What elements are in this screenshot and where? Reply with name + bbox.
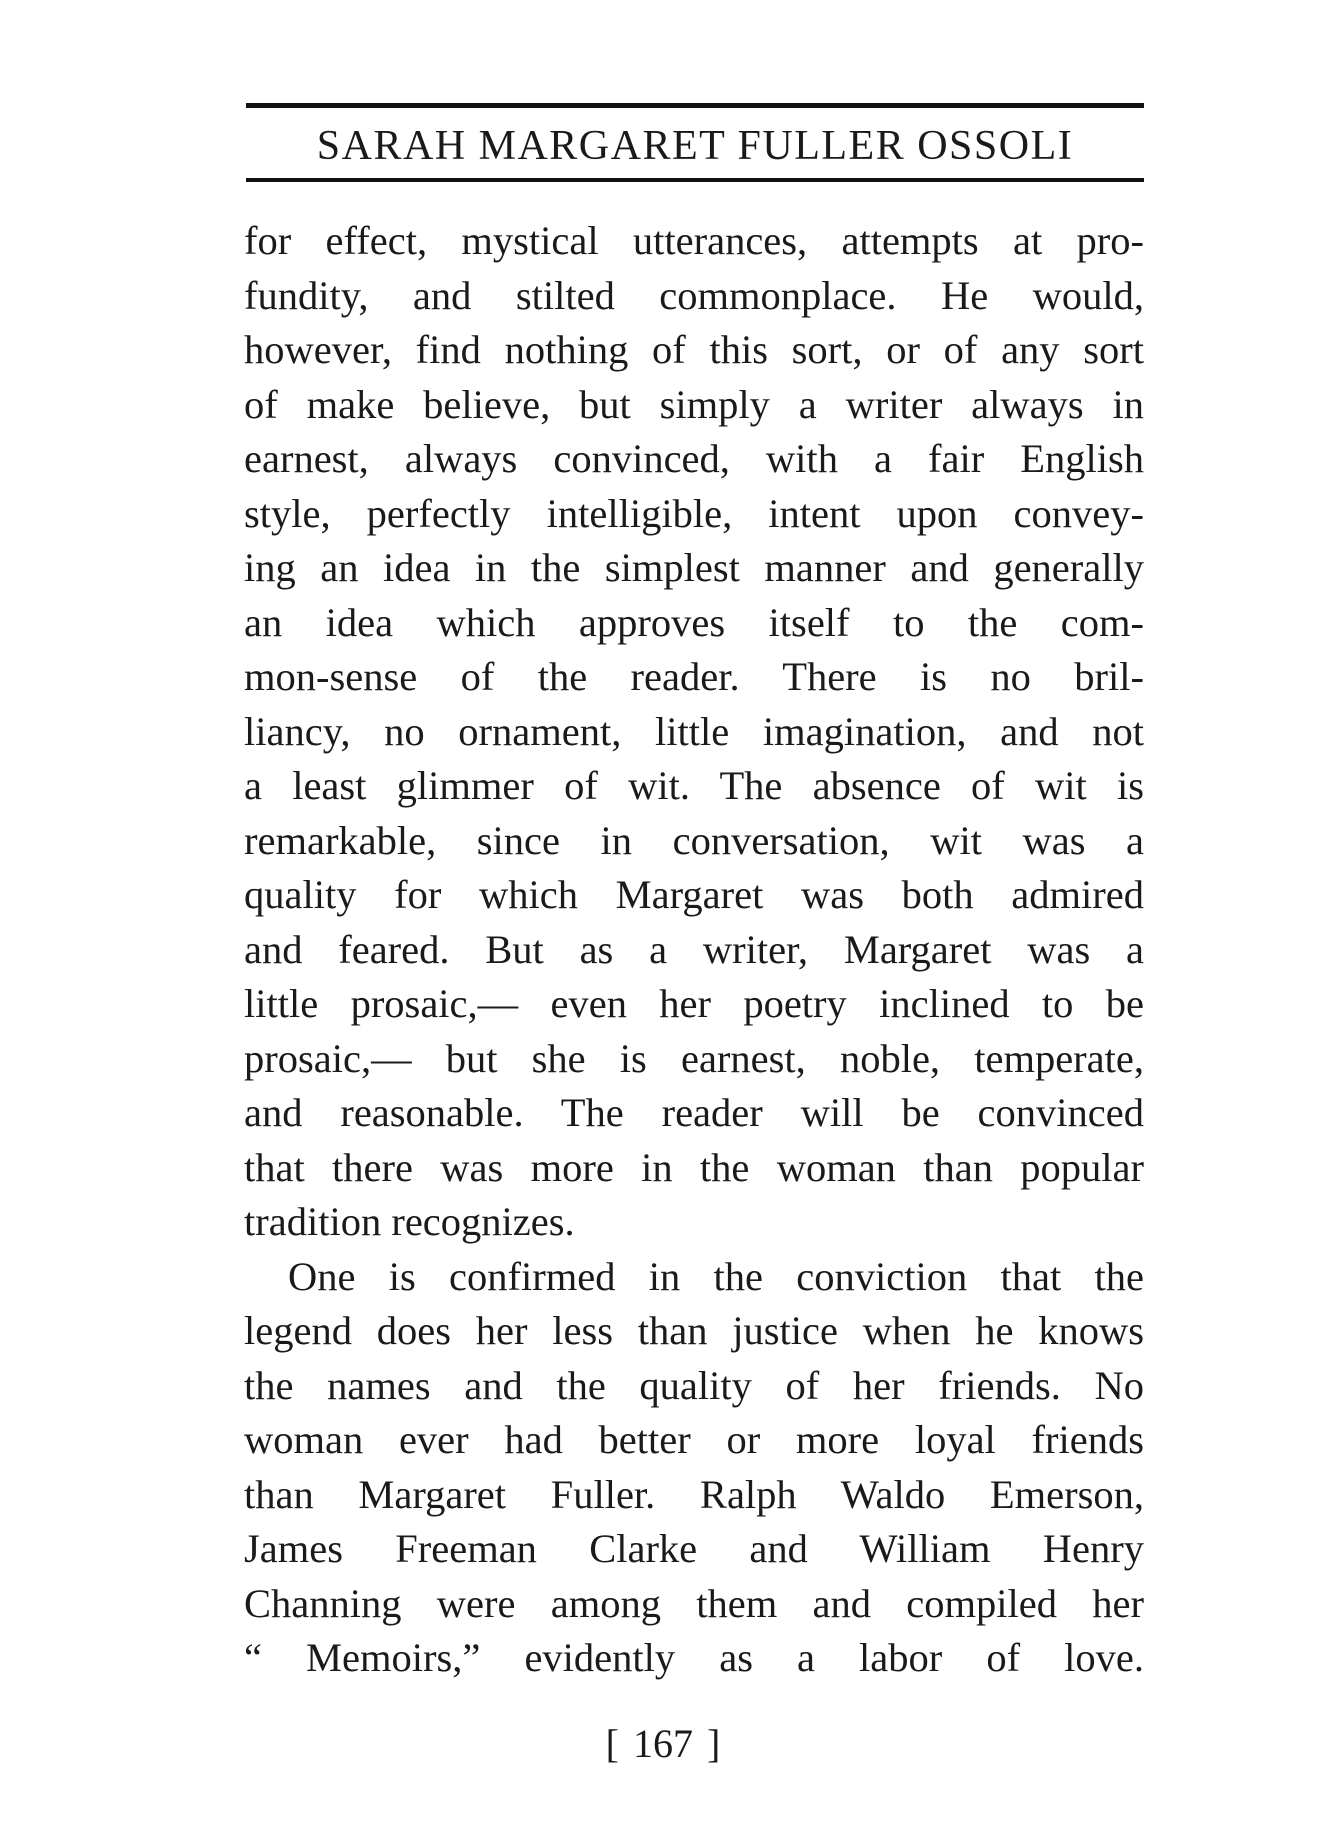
header-rule-top	[246, 103, 1144, 108]
text-line: liancy, no ornament, little imagination, and not	[244, 708, 1144, 754]
text-line: however, find nothing of this sort, or of any sort	[244, 327, 1144, 372]
text-line: legend does her less than justice when he knows	[244, 1308, 1144, 1353]
text-line: and reasonable. The reader will be convinced	[244, 1090, 1144, 1135]
text-line: mon-sense of the reader. There is no bril-	[244, 654, 1144, 699]
body-text	[244, 214, 1144, 1686]
text-line: quality for which Margaret was both admired	[244, 872, 1144, 917]
text-line: and feared. But as a writer, Margaret was a	[244, 926, 1144, 972]
text-line: the names and the quality of her friends. No	[244, 1362, 1144, 1408]
running-head: SARAH MARGARET FULLER OSSOLI	[316, 123, 1074, 169]
text-line: an idea which approves itself to the com-	[244, 599, 1144, 645]
text-line: that there was more in the woman than popular	[244, 1144, 1144, 1190]
page-number	[0, 1716, 1326, 1772]
text-line: style, perfectly intelligible, intent upon convey-	[244, 490, 1144, 536]
text-line: for effect, mystical utterances, attempts at pro-	[244, 218, 1144, 263]
text-line: remarkable, since in conversation, wit was a	[244, 817, 1144, 863]
text-line: James Freeman Clarke and William Henry	[244, 1526, 1144, 1571]
text-line: prosaic,— but she is earnest, noble, temperate,	[244, 1035, 1144, 1081]
text-line: earnest, always convinced, with a fair English	[244, 436, 1144, 481]
text-line: “ Memoirs,” evidently as a labor of love.	[244, 1635, 1144, 1680]
text-line: a least glimmer of wit. The absence of wit is	[244, 763, 1144, 808]
text-line: woman ever had better or more loyal friends	[244, 1417, 1144, 1462]
text-line: ing an idea in the simplest manner and generally	[244, 545, 1144, 590]
folio-close-bracket: ]	[707, 1721, 721, 1766]
text-line: little prosaic,— even her poetry inclined to be	[244, 981, 1144, 1026]
text-line: Channing were among them and compiled her	[244, 1580, 1144, 1626]
paragraph	[244, 1250, 1144, 1686]
text-line: than Margaret Fuller. Ralph Waldo Emerson,	[244, 1471, 1144, 1517]
folio-number: 167	[633, 1721, 693, 1766]
text-line: fundity, and stilted commonplace. He would,	[244, 272, 1144, 318]
text-line: tradition recognizes.	[244, 1199, 575, 1244]
folio-open-bracket: [	[605, 1721, 619, 1766]
paragraph	[244, 214, 1144, 1250]
text-line: of make believe, but simply a writer always in	[244, 381, 1144, 427]
header-rule-bottom	[246, 178, 1144, 182]
text-line: One is confirmed in the conviction that the	[288, 1253, 1144, 1299]
